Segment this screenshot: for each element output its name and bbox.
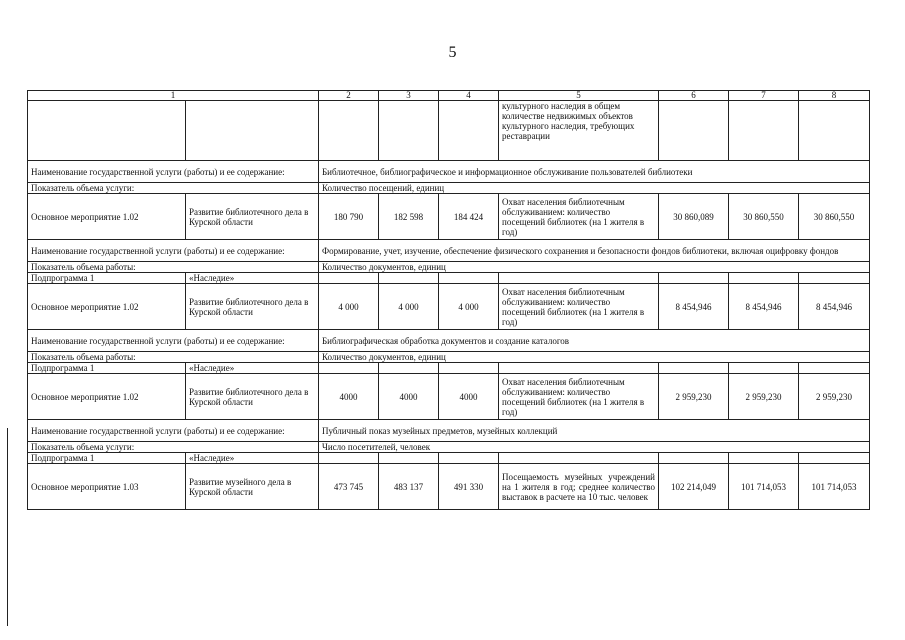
value-col-3: 182 598 [379, 194, 439, 240]
value-col-3: 4000 [379, 374, 439, 420]
indicator-text: Охват населения библиотечным обслуживанием: количество посещений библиотек (на 1 жителя в год) [499, 374, 659, 420]
header-col-5: 5 [499, 91, 659, 101]
service-value: Формирование, учет, изучение, обеспечение физического сохранения и безопасности фондов библиотеки, включая оцифровку фондов [319, 240, 870, 262]
header-row [28, 91, 870, 101]
indicator-label: Показатель объема работы: [28, 262, 319, 273]
page-number: 5 [448, 44, 457, 61]
measure-code: Основное мероприятие 1.03 [28, 464, 186, 510]
subprogram-label: Подпрограмма 1 [28, 453, 186, 464]
service-value: Публичный показ музейных предметов, музейных коллекций [319, 420, 870, 442]
service-row [28, 240, 870, 262]
indicator-value: Число посетителей, человек [319, 442, 870, 453]
measure-row [28, 464, 870, 510]
service-label: Наименование государственной услуги (работы) и ее содержание: [28, 161, 319, 183]
header-col-7: 7 [729, 91, 799, 101]
margin-rule [7, 428, 8, 626]
continuation-row [28, 101, 870, 161]
value-col-3: 4 000 [379, 284, 439, 330]
header-col-1: 1 [28, 91, 319, 101]
measure-code: Основное мероприятие 1.02 [28, 284, 186, 330]
header-col-4: 4 [439, 91, 499, 101]
subprogram-name: «Наследие» [186, 363, 319, 374]
subprogram-label: Подпрограмма 1 [28, 363, 186, 374]
header-col-6: 6 [659, 91, 729, 101]
service-value: Библиографическая обработка документов и создание каталогов [319, 330, 870, 352]
measure-code: Основное мероприятие 1.02 [28, 374, 186, 420]
value-col-6: 30 860,089 [659, 194, 729, 240]
measure-name: Развитие библиотечного дела в Курской области [186, 374, 319, 420]
value-col-7: 8 454,946 [729, 284, 799, 330]
indicator-label: Показатель объема услуги: [28, 442, 319, 453]
value-col-2: 4 000 [319, 284, 379, 330]
value-col-6: 8 454,946 [659, 284, 729, 330]
indicator-text: Охват населения библиотечным обслуживанием: количество посещений библиотек (на 1 жителя в год) [499, 284, 659, 330]
measure-row [28, 194, 870, 240]
service-value: Библиотечное, библиографическое и информационное обслуживание пользователей библиотеки [319, 161, 870, 183]
value-col-6: 2 959,230 [659, 374, 729, 420]
indicator-row [28, 262, 870, 273]
value-col-8: 2 959,230 [799, 374, 870, 420]
indicator-text: Посещаемость музейных учреждений на 1 жителя в год; среднее количество выставок в расчете на 10 тыс. человек [499, 464, 659, 510]
value-col-7: 2 959,230 [729, 374, 799, 420]
subprogram-name: «Наследие» [186, 273, 319, 284]
header-col-2: 2 [319, 91, 379, 101]
indicator-label: Показатель объема услуги: [28, 183, 319, 194]
subprogram-name: «Наследие» [186, 453, 319, 464]
value-col-3: 483 137 [379, 464, 439, 510]
value-col-4: 4000 [439, 374, 499, 420]
indicator-value: Количество документов, единиц [319, 352, 870, 363]
header-col-3: 3 [379, 91, 439, 101]
value-col-2: 180 790 [319, 194, 379, 240]
subprogram-row [28, 273, 870, 284]
indicator-row [28, 442, 870, 453]
indicator-row [28, 183, 870, 194]
service-row [28, 420, 870, 442]
indicator-value: Количество документов, единиц [319, 262, 870, 273]
value-col-4: 184 424 [439, 194, 499, 240]
service-row [28, 330, 870, 352]
value-col-2: 473 745 [319, 464, 379, 510]
service-label: Наименование государственной услуги (работы) и ее содержание: [28, 240, 319, 262]
measure-name: Развитие музейного дела в Курской области [186, 464, 319, 510]
subprogram-row [28, 453, 870, 464]
value-col-8: 101 714,053 [799, 464, 870, 510]
header-col-8: 8 [799, 91, 870, 101]
measure-code: Основное мероприятие 1.02 [28, 194, 186, 240]
continuation-text: культурного наследия в общем количестве недвижимых объектов культурного наследия, требующих реставрации [499, 101, 659, 161]
measure-name: Развитие библиотечного дела в Курской области [186, 284, 319, 330]
value-col-8: 8 454,946 [799, 284, 870, 330]
indicator-text: Охват населения библиотечным обслуживанием: количество посещений библиотек (на 1 жителя в год) [499, 194, 659, 240]
service-label: Наименование государственной услуги (работы) и ее содержание: [28, 420, 319, 442]
value-col-2: 4000 [319, 374, 379, 420]
indicator-row [28, 352, 870, 363]
subprogram-label: Подпрограмма 1 [28, 273, 186, 284]
value-col-7: 101 714,053 [729, 464, 799, 510]
value-col-4: 491 330 [439, 464, 499, 510]
service-label: Наименование государственной услуги (работы) и ее содержание: [28, 330, 319, 352]
value-col-6: 102 214,049 [659, 464, 729, 510]
value-col-7: 30 860,550 [729, 194, 799, 240]
indicator-value: Количество посещений, единиц [319, 183, 870, 194]
measure-name: Развитие библиотечного дела в Курской области [186, 194, 319, 240]
subprogram-row [28, 363, 870, 374]
budget-table [27, 90, 870, 510]
service-row [28, 161, 870, 183]
indicator-label: Показатель объема работы: [28, 352, 319, 363]
measure-row [28, 284, 870, 330]
value-col-8: 30 860,550 [799, 194, 870, 240]
measure-row [28, 374, 870, 420]
value-col-4: 4 000 [439, 284, 499, 330]
